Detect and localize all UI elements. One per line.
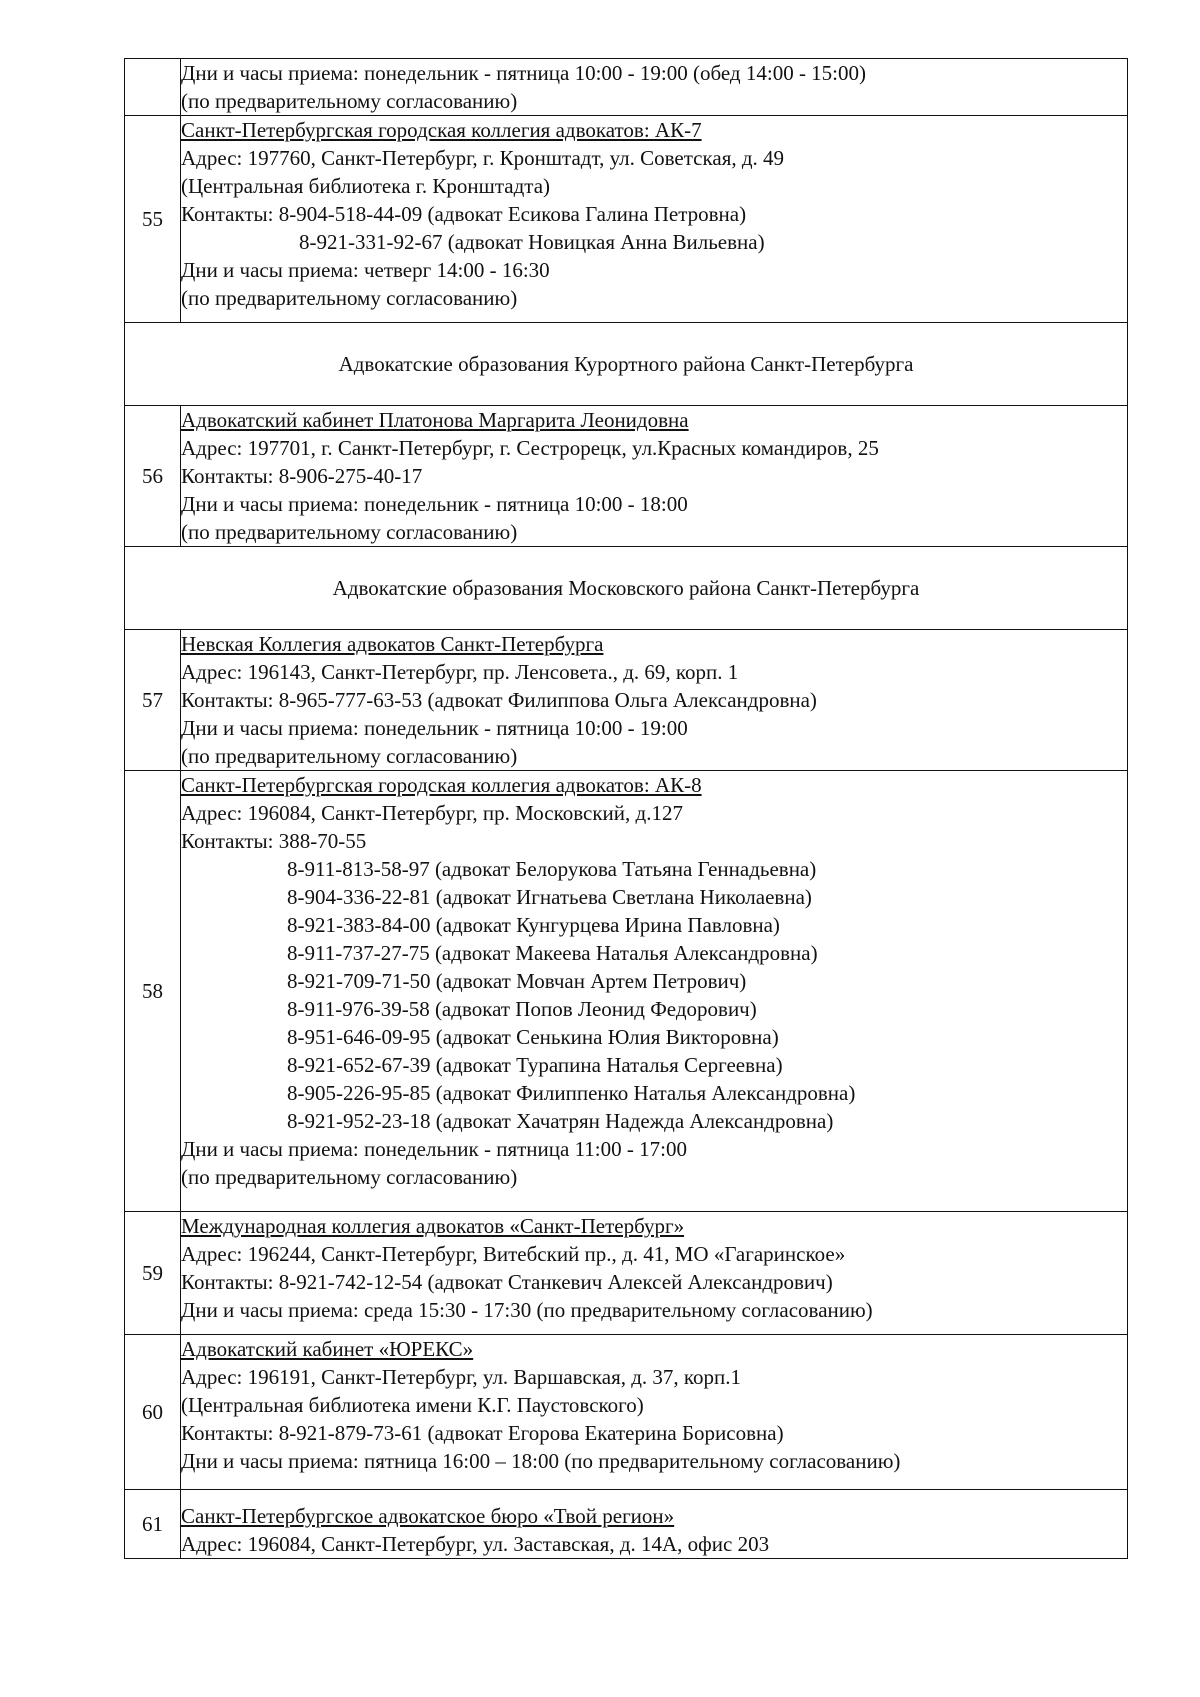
contacts-line: Контакты: 8-906-275-40-17 bbox=[181, 464, 423, 488]
organization-title: Международная коллегия адвокатов «Санкт-Петербург» bbox=[181, 1214, 685, 1238]
note-line: (по предварительному согласованию) bbox=[181, 286, 518, 310]
note-line: (по предварительному согласованию) bbox=[181, 744, 518, 768]
contacts-line: Контакты: 388-70-55 bbox=[181, 829, 367, 853]
note-line: (по предварительному согласованию) bbox=[181, 1165, 518, 1189]
contact-line: 8-921-331-92-67 (адвокат Новицкая Анна Вильевна) bbox=[299, 230, 765, 254]
address-line: Адрес: 196244, Санкт-Петербург, Витебский пр., д. 41, МО «Гагаринское» bbox=[181, 1242, 846, 1266]
contacts-line: Контакты: 8-965-777-63-53 (адвокат Филиппова Ольга Александровна) bbox=[181, 688, 817, 712]
lawyers-table bbox=[124, 58, 1128, 1559]
hours-line: Дни и часы приема: пятница 16:00 – 18:00 (по предварительному согласованию) bbox=[181, 1449, 901, 1473]
contact-line: 8-911-813-58-97 (адвокат Белорукова Татьяна Геннадьевна) bbox=[287, 857, 817, 881]
row-number: 55 bbox=[125, 116, 181, 323]
row-content bbox=[181, 59, 1128, 116]
table-row bbox=[125, 59, 1128, 116]
organization-title: Адвокатский кабинет Платонова Маргарита Леонидовна bbox=[181, 408, 689, 432]
table-row bbox=[125, 1490, 1128, 1559]
hours-line: Дни и часы приема: понедельник - пятница 10:00 - 18:00 bbox=[181, 492, 688, 516]
section-row bbox=[125, 323, 1128, 406]
contact-line: 8-911-976-39-58 (адвокат Попов Леонид Федорович) bbox=[287, 997, 757, 1021]
row-number: 58 bbox=[125, 771, 181, 1212]
section-heading: Адвокатские образования Курортного района Санкт-Петербурга bbox=[125, 323, 1128, 406]
organization-title: Санкт-Петербургская городская коллегия адвокатов: АК-8 bbox=[181, 773, 702, 797]
hours-line: Дни и часы приема: понедельник - пятница 11:00 - 17:00 bbox=[181, 1137, 687, 1161]
organization-title: Санкт-Петербургская городская коллегия адвокатов: АК-7 bbox=[181, 118, 702, 142]
row-number: 57 bbox=[125, 630, 181, 771]
contacts-line: Контакты: 8-921-742-12-54 (адвокат Станкевич Алексей Александрович) bbox=[181, 1270, 833, 1294]
contacts-line: Контакты: 8-904-518-44-09 (адвокат Есикова Галина Петровна) bbox=[181, 202, 747, 226]
contact-line: 8-951-646-09-95 (адвокат Сенькина Юлия Викторовна) bbox=[287, 1025, 779, 1049]
organization-title: Адвокатский кабинет «ЮРЕКС» bbox=[181, 1337, 474, 1361]
hours-line: Дни и часы приема: среда 15:30 - 17:30 (по предварительному согласованию) bbox=[181, 1298, 873, 1322]
organization-title: Санкт-Петербургское адвокатское бюро «Твой регион» bbox=[181, 1504, 675, 1528]
note-line: (по предварительному согласованию) bbox=[181, 520, 518, 544]
table-row bbox=[125, 116, 1128, 323]
contact-line: 8-921-952-23-18 (адвокат Хачатрян Надежда Александровна) bbox=[287, 1109, 834, 1133]
row-number: 60 bbox=[125, 1335, 181, 1490]
contact-line: 8-904-336-22-81 (адвокат Игнатьева Светлана Николаевна) bbox=[287, 885, 812, 909]
address-line: Адрес: 197701, г. Санкт-Петербург, г. Сестрорецк, ул.Красных командиров, 25 bbox=[181, 436, 879, 460]
address-line: Адрес: 196191, Санкт-Петербург, ул. Варшавская, д. 37, корп.1 bbox=[181, 1365, 742, 1389]
row-content bbox=[181, 116, 1128, 323]
contact-line: 8-921-709-71-50 (адвокат Мовчан Артем Петрович) bbox=[287, 969, 747, 993]
hours-line: Дни и часы приема: понедельник - пятница 10:00 - 19:00 (обед 14:00 - 15:00) bbox=[181, 61, 867, 85]
note-line: (по предварительному согласованию) bbox=[181, 89, 518, 113]
address-line: Адрес: 196143, Санкт-Петербург, пр. Ленсовета., д. 69, корп. 1 bbox=[181, 660, 739, 684]
contact-line: 8-921-383-84-00 (адвокат Кунгурцева Ирина Павловна) bbox=[287, 913, 780, 937]
address-line: Адрес: 196084, Санкт-Петербург, ул. Заставская, д. 14А, офис 203 bbox=[181, 1532, 770, 1556]
row-number: 56 bbox=[125, 406, 181, 547]
section-row bbox=[125, 547, 1128, 630]
info-line: (Центральная библиотека г. Кронштадта) bbox=[181, 174, 551, 198]
address-line: Адрес: 197760, Санкт-Петербург, г. Кронштадт, ул. Советская, д. 49 bbox=[181, 146, 785, 170]
contacts-line: Контакты: 8-921-879-73-61 (адвокат Егорова Екатерина Борисовна) bbox=[181, 1421, 784, 1445]
contact-line: 8-911-737-27-75 (адвокат Макеева Наталья Александровна) bbox=[287, 941, 818, 965]
row-content bbox=[181, 630, 1128, 771]
row-number: 59 bbox=[125, 1212, 181, 1335]
table-row bbox=[125, 771, 1128, 1212]
hours-line: Дни и часы приема: понедельник - пятница 10:00 - 19:00 bbox=[181, 716, 688, 740]
table-row bbox=[125, 630, 1128, 771]
row-content bbox=[181, 406, 1128, 547]
row-content bbox=[181, 1490, 1128, 1559]
row-content bbox=[181, 1212, 1128, 1335]
row-number: 61 bbox=[125, 1490, 181, 1559]
contact-line: 8-905-226-95-85 (адвокат Филиппенко Наталья Александровна) bbox=[287, 1081, 856, 1105]
row-number bbox=[125, 59, 181, 116]
info-line: (Центральная библиотека имени К.Г. Паустовского) bbox=[181, 1393, 644, 1417]
table-row bbox=[125, 1335, 1128, 1490]
row-content bbox=[181, 1335, 1128, 1490]
row-content bbox=[181, 771, 1128, 1212]
table-row bbox=[125, 406, 1128, 547]
hours-line: Дни и часы приема: четверг 14:00 - 16:30 bbox=[181, 258, 550, 282]
organization-title: Невская Коллегия адвокатов Санкт-Петербурга bbox=[181, 632, 604, 656]
section-heading: Адвокатские образования Московского района Санкт-Петербурга bbox=[125, 547, 1128, 630]
address-line: Адрес: 196084, Санкт-Петербург, пр. Московский, д.127 bbox=[181, 801, 683, 825]
contact-line: 8-921-652-67-39 (адвокат Турапина Наталья Сергеевна) bbox=[287, 1053, 783, 1077]
table-row bbox=[125, 1212, 1128, 1335]
